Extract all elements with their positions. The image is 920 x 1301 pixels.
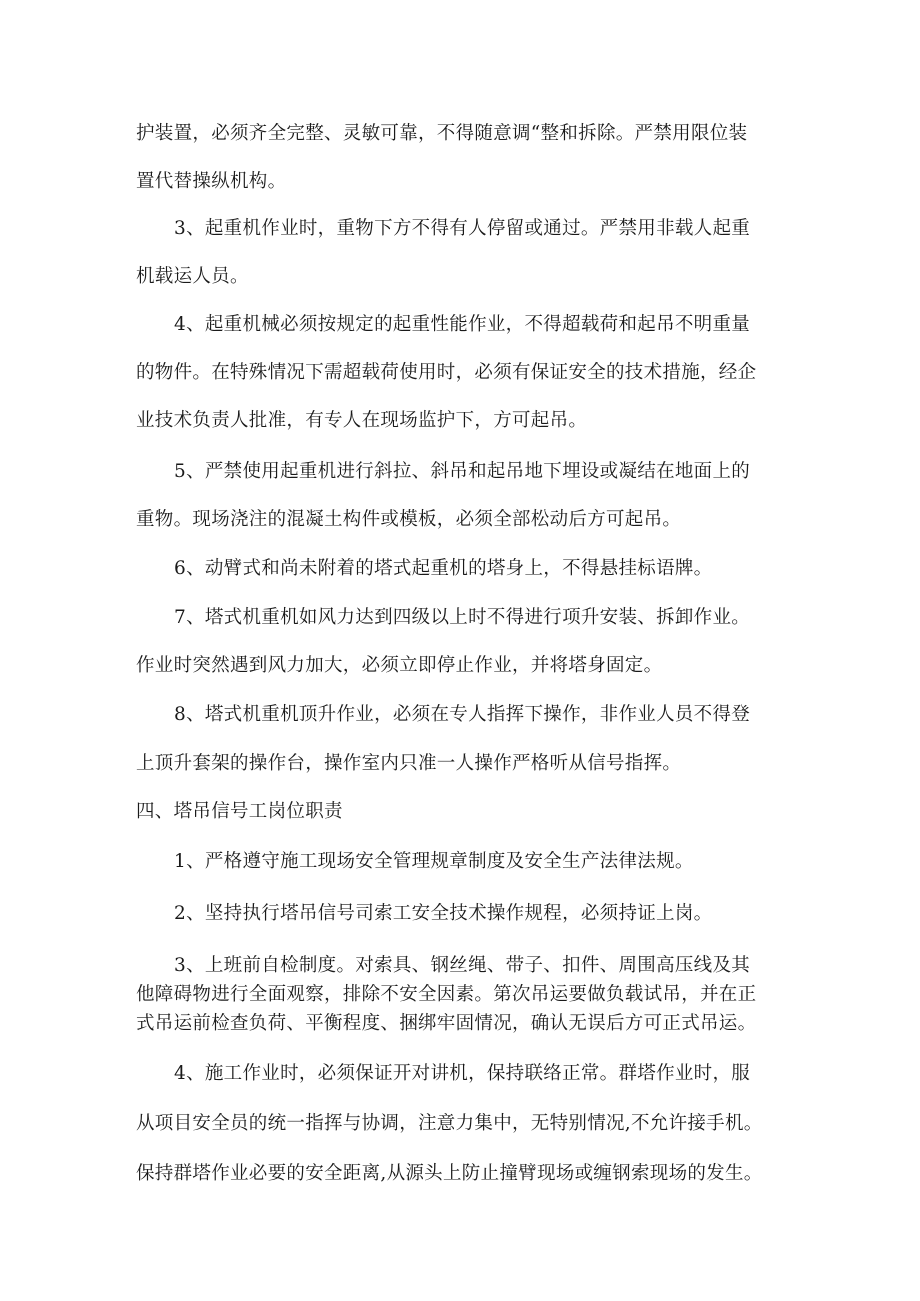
text-line: 8、塔式机重机顶升作业，必须在专人指挥下操作，非作业人员不得登 [174, 704, 751, 725]
text-line: 3、上班前自检制度。对索具、钢丝绳、带子、扣件、周围高压线及其 [174, 955, 751, 976]
text-line: 7、塔式机重机如风力达到四级以上时不得进行项升安装、拆卸作业。 [174, 607, 751, 628]
text-line: 机载运人员。 [136, 266, 249, 287]
text-line: 保持群塔作业必要的安全距离,从源头上防止撞臂现场或缠钢索现场的发生。 [136, 1163, 763, 1184]
text-line: 业技术负责人批准，有专人在现场监护下，方可起吊。 [136, 410, 588, 431]
text-line: 重物。现场浇注的混凝土构件或模板，必须全部松动后方可起吊。 [136, 509, 682, 530]
text-line: 上顶升套架的操作台，操作室内只准一人操作严格听从信号指挥。 [136, 753, 682, 774]
text-line: 置代替操纵机构。 [136, 171, 287, 192]
section-heading: 四、塔吊信号工岗位职责 [136, 801, 343, 822]
text-line: 5、严禁使用起重机进行斜拉、斜吊和起吊地下埋设或凝结在地面上的 [174, 461, 751, 482]
text-line: 式吊运前检查负荷、平衡程度、捆绑牢固情况，确认无误后方可正式吊运。 [136, 1013, 757, 1034]
text-line: 1、严格遵守施工现场安全管理规章制度及安全生产法律法规。 [174, 851, 694, 872]
text-line: 他障碍物进行全面观察，排除不安全因素。第次吊运要做负载试吊，并在正 [136, 984, 757, 1005]
text-line: 4、施工作业时，必须保证开对讲机，保持联络正常。群塔作业时，服 [174, 1063, 751, 1084]
text-line: 护装置，必须齐全完整、灵敏可靠，不得随意调“整和拆除。严禁用限位装 [136, 123, 748, 144]
text-line: 3、起重机作业时，重物下方不得有人停留或通过。严禁用非载人起重 [174, 218, 751, 239]
text-line: 2、坚持执行塔吊信号司索工安全技术操作规程，必须持证上岗。 [174, 903, 713, 924]
text-line: 的物件。在特殊情况下需超载荷使用时，必须有保证安全的技术措施，经企 [136, 362, 757, 383]
text-line: 从项目安全员的统一指挥与协调，注意力集中，无特别情况,不允许接手机。 [136, 1113, 763, 1134]
text-line: 6、动臂式和尚未附着的塔式起重机的塔身上，不得悬挂标语牌。 [174, 558, 713, 579]
text-line: 4、起重机械必须按规定的起重性能作业，不得超载荷和起吊不明重量 [174, 314, 751, 335]
text-line: 作业时突然遇到风力加大，必须立即停止作业，并将塔身固定。 [136, 655, 663, 676]
